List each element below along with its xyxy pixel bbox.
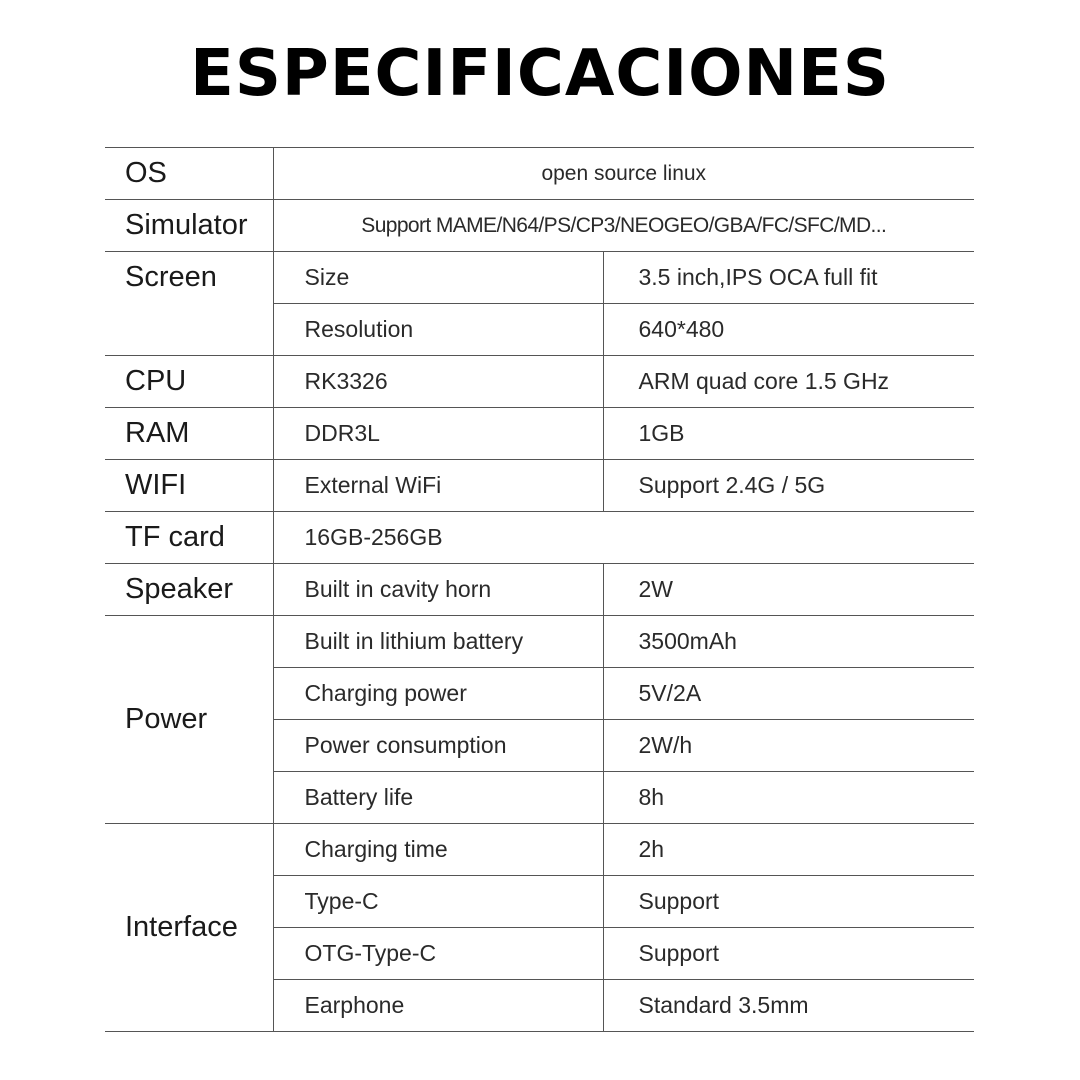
table-row-power-battery [105,616,974,668]
screen-size-value: 3.5 inch,IPS OCA full fit [603,252,974,304]
interface-earphone-value: Standard 3.5mm [603,980,974,1032]
interface-type-c-value: Support [603,876,974,928]
simulator-value: Support MAME/N64/PS/CP3/NEOGEO/GBA/FC/SFC/MD... [273,200,974,252]
power-charging-power-key: Charging power [273,668,603,720]
table-row-tf-card [105,512,974,564]
wifi-key: External WiFi [273,460,603,512]
row-label-os: OS [105,148,273,200]
row-label-screen: Screen [105,252,273,356]
row-label-wifi: WIFI [105,460,273,512]
wifi-value: Support 2.4G / 5G [603,460,974,512]
interface-otg-value: Support [603,928,974,980]
interface-otg-key: OTG-Type-C [273,928,603,980]
row-label-cpu: CPU [105,356,273,408]
table-row-simulator [105,200,974,252]
speaker-key: Built in cavity horn [273,564,603,616]
interface-charging-time-key: Charging time [273,824,603,876]
power-battery-life-value: 8h [603,772,974,824]
screen-size-key: Size [273,252,603,304]
table-row-speaker [105,564,974,616]
specifications-table [105,147,974,1032]
table-row-os [105,148,974,200]
ram-value: 1GB [603,408,974,460]
table-row-wifi [105,460,974,512]
row-label-simulator: Simulator [105,200,273,252]
table-row-cpu [105,356,974,408]
page-title: ESPECIFICACIONES [190,37,890,111]
os-value: open source linux [273,148,974,200]
power-battery-life-key: Battery life [273,772,603,824]
row-label-speaker: Speaker [105,564,273,616]
row-label-power: Power [105,616,273,824]
cpu-value: ARM quad core 1.5 GHz [603,356,974,408]
power-consumption-key: Power consumption [273,720,603,772]
interface-charging-time-value: 2h [603,824,974,876]
row-label-ram: RAM [105,408,273,460]
power-battery-value: 3500mAh [603,616,974,668]
table-row-screen-size [105,252,974,304]
row-label-tf-card: TF card [105,512,273,564]
cpu-key: RK3326 [273,356,603,408]
ram-key: DDR3L [273,408,603,460]
row-label-interface: Interface [105,824,273,1032]
power-consumption-value: 2W/h [603,720,974,772]
speaker-value: 2W [603,564,974,616]
screen-resolution-key: Resolution [273,304,603,356]
table-row-ram [105,408,974,460]
table-row-interface-charging-time [105,824,974,876]
power-battery-key: Built in lithium battery [273,616,603,668]
interface-earphone-key: Earphone [273,980,603,1032]
tf-card-value: 16GB-256GB [273,512,974,564]
interface-type-c-key: Type-C [273,876,603,928]
screen-resolution-value: 640*480 [603,304,974,356]
power-charging-power-value: 5V/2A [603,668,974,720]
